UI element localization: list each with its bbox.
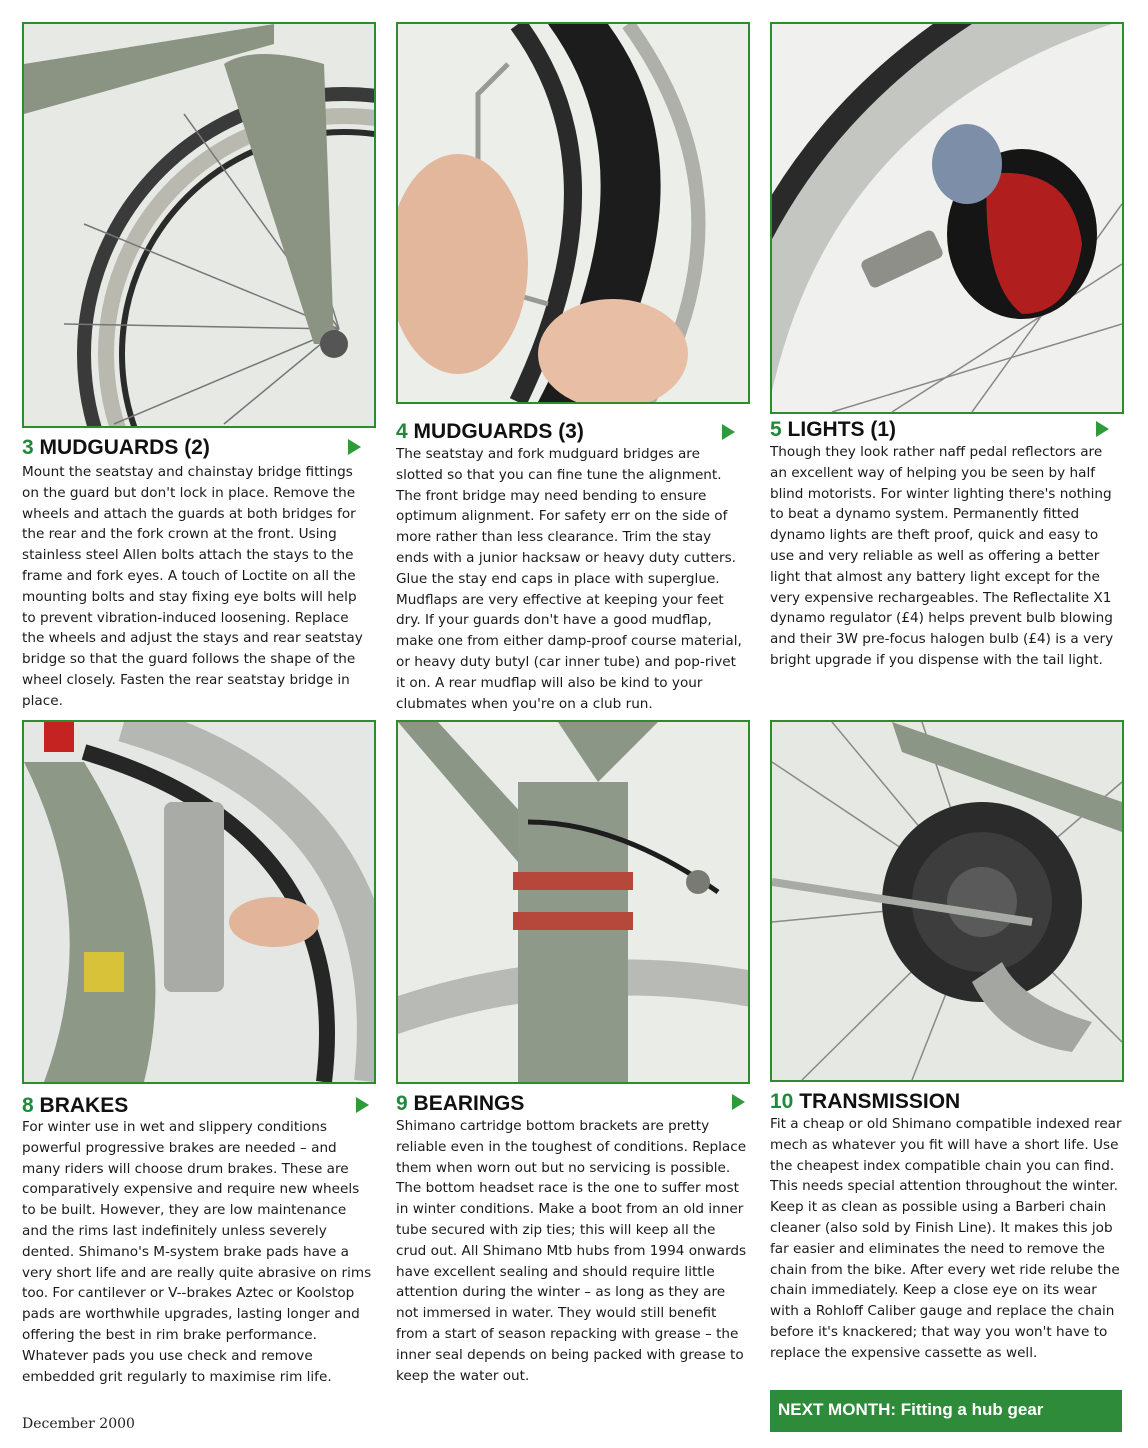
bottom-bracket-photo	[396, 720, 750, 1084]
section-body-10: Fit a cheap or old Shimano compatible indexed rear mech as whatever you fit will have a short life. Use the cheapest index compatible chain you can find. This needs special attention throughout the winter. Keep it as clean as possible using a Barberi chain cleaner (also sold by Finish Line). It makes this job far easier and eliminates the need to remove the chain from the bike. After every wet ride relube the chain immediately. Keep a close eye on its wear with a Rohloff Caliber gauge and replace the chain before it's knackered; that way you won't have to replace the expensive cassette as well.	[770, 1116, 1122, 1361]
section-body-9: Shimano cartridge bottom brackets are pretty reliable even in the toughest of conditions. Replace them when worn out but no servicing is possible. The bottom headset race is the one to suffer most in winter conditions. Make a boot from an old inner tube secured with zip ties; this will keep all the crud out. All Shimano Mtb hubs from 1994 onwards have excellent sealing and should require little attention during the winter – as long as they are not immersed in water. They would still benefit from a start of season repacking with grease – the inner seal depends on being packed with grease to keep the water out.	[396, 1118, 747, 1384]
section-title: BRAKES	[39, 1094, 129, 1117]
section-number: 9	[396, 1092, 408, 1115]
section-heading-8	[22, 1094, 128, 1118]
next-month-label: NEXT MONTH:	[778, 1400, 897, 1419]
section-title: MUDGUARDS (3)	[413, 420, 584, 443]
section-title: LIGHTS (1)	[787, 418, 897, 441]
section-body-4: The seatstay and fork mudguard bridges are slotted so that you can fine tune the alignment. The front bridge may need bending to ensure optimum alignment. For safety err on the side of more rather than less clearance. Trim the stay ends with a junior hacksaw or heavy duty cutters. Glue the stay end caps in place with superglue. Mudflaps are very effective at keeping your feet dry. If your guards don't have a good mudflap, make one from either damp-proof course material, or heavy duty butyl (car inner tube) and pop-rivet it on. A rear mudflap will also be kind to your clubmates when you're on a club run.	[396, 446, 742, 712]
section-title: TRANSMISSION	[799, 1090, 961, 1113]
section-heading-5	[770, 418, 896, 442]
section-heading-3	[22, 436, 210, 460]
section-number: 10	[770, 1090, 794, 1113]
rear-light-photo	[770, 22, 1124, 414]
section-number: 4	[396, 420, 408, 443]
section-title: BEARINGS	[413, 1092, 525, 1115]
arrow-right-icon	[1096, 421, 1109, 437]
next-month-banner	[770, 1390, 1122, 1432]
section-title: MUDGUARDS (2)	[39, 436, 210, 459]
next-month-title: Fitting a hub gear	[900, 1400, 1044, 1419]
section-number: 3	[22, 436, 34, 459]
section-heading-9	[396, 1092, 524, 1116]
front-fork-mudguard-photo	[22, 22, 376, 428]
arrow-right-icon	[732, 1094, 745, 1110]
section-body-5: Though they look rather naff pedal reflectors are an excellent way of helping you be seen by half blind motorists. For winter lighting there's nothing to beat a dynamo system. Permanently fitted dynamo lights are theft proof, quick and easy to use and very reliable as well as offering a better light that almost any battery light except for the very expensive rechargeables. The Reflectalite X1 dynamo regulator (£4) helps prevent bulb blowing and their 3W pre-focus halogen bulb (£4) is a very bright upgrade if you dispense with the tail light.	[770, 444, 1114, 668]
arrow-right-icon	[722, 424, 735, 440]
arrow-right-icon	[356, 1097, 369, 1113]
arrow-right-icon	[348, 439, 361, 455]
section-number: 5	[770, 418, 782, 441]
cassette-photo	[770, 720, 1124, 1082]
brake-photo	[22, 720, 376, 1084]
section-heading-4	[396, 420, 584, 444]
section-body-8: For winter use in wet and slippery conditions powerful progressive brakes are needed – and many riders will choose drum brakes. These are comparatively expensive and require new wheels to be built. However, they are low maintenance and the rims last indefinitely unless severely dented. Shimano's M-system brake pads have a very short life and are really quite abrasive on rims too. For cantilever or V--brakes Aztec or Koolstop pads are worthwhile upgrades, lasting longer and offering the best in rim brake performance. Whatever pads you use check and remove embedded grit regularly to maximise rim life.	[22, 1119, 372, 1385]
section-body-3: Mount the seatstay and chainstay bridge fittings on the guard but don't lock in place. Remove the wheels and attach the guards at both bridges for the rear and the fork crown at the front. Using stainless steel Allen bolts attach the stays to the frame and fork eyes. A touch of Loctite on all the mounting bolts and stay fixing eye bolts will help to prevent vibration-induced loosening. Replace the wheels and adjust the stays and rear seatstay bridge so that the guard follows the shape of the wheel closely. Fasten the rear seatstay bridge in place.	[22, 464, 363, 709]
mudguard-bridge-photo	[396, 22, 750, 404]
section-number: 8	[22, 1094, 34, 1117]
section-heading-10	[770, 1090, 960, 1114]
issue-date: December 2000	[22, 1416, 135, 1432]
